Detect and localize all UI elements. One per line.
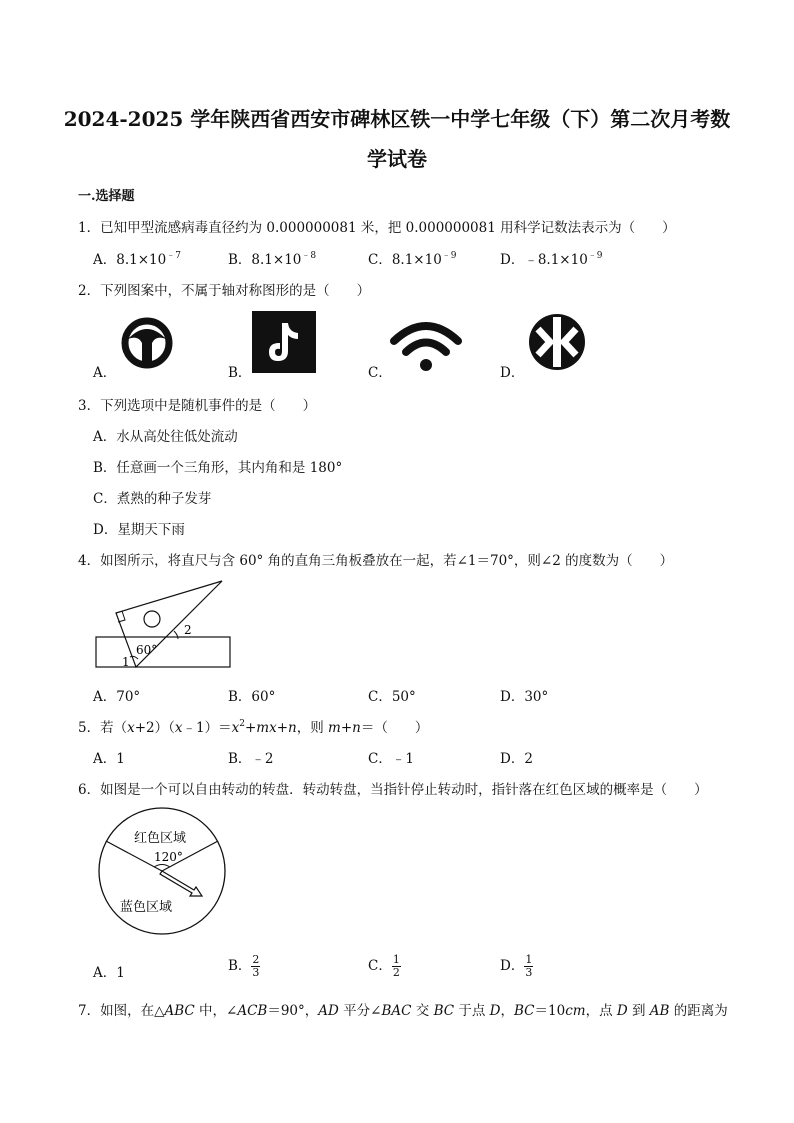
question-3-option-a: A．水从高处往低处流动 [93, 429, 238, 445]
question-2-option-b: B． [228, 365, 252, 381]
question-1-option-c: C．$8.1\times 10^{﹣9}$ [368, 251, 457, 268]
exam-title-line1: 2024-2025 学年陕西省西安市碑林区铁一中学七年级（下）第二次月考数 [63, 107, 731, 131]
question-4-option-a: A．70° [93, 689, 141, 705]
question-2-option-c: C． [368, 365, 392, 381]
question-5-stem: 5．若$(x+2)(x﹣1)=x^2+mx+n$，则 m+n＝（ ） [78, 719, 429, 736]
question-3-option-b: B．任意画一个三角形，其内角和是 180° [93, 460, 343, 476]
question-1-stem: 1．已知甲型流感病毒直径约为 0.000000081 米，把 0.000000081 用科学记数法表示为（ ） [78, 220, 676, 236]
question-5-option-c: C．﹣1 [368, 751, 414, 767]
metro-logo-icon [526, 313, 588, 371]
question-2-stem: 2．下列图案中，不属于轴对称图形的是（ ） [78, 283, 371, 299]
tiktok-logo-icon [252, 311, 316, 373]
figure-angle-60-label: 60° [136, 643, 158, 657]
question-6-option-b: B． $\frac{2}{3}$ [228, 953, 260, 979]
question-6-option-d: D． $\frac{1}{3}$ [500, 953, 533, 979]
figure-angle-1-label: 1 [122, 655, 130, 669]
ruler-triangle-figure [92, 575, 236, 675]
question-1-option-a: A．$8.1\times 10^{﹣7}$ [93, 251, 181, 268]
question-4-stem: 4．如图所示，将直尺与含 60° 角的直角三角板叠放在一起，若∠1＝70°，则∠2 的度数为（ ） [78, 553, 674, 569]
question-3-option-d: D．星期天下雨 [93, 522, 185, 538]
red-region-label: 红色区域 [134, 831, 187, 846]
question-4-option-c: C．50° [368, 689, 416, 705]
question-1-option-d: D．$﹣8.1\times 10^{﹣9}$ [500, 251, 603, 268]
question-4-option-d: D．30° [500, 689, 549, 705]
question-7-stem: 7．如图，在△ABC 中，∠ACB＝90°，AD 平分∠BAC 交 BC 于点 D，BC＝10cm，点 D 到 AB 的距离为 [78, 1003, 728, 1019]
railway-logo-icon [116, 315, 182, 373]
exam-title-line2: 学试卷 [367, 147, 427, 171]
question-5-option-b: B．﹣2 [228, 751, 274, 767]
spinner-wheel-figure [96, 804, 230, 938]
section-heading: 一.选择题 [78, 189, 135, 204]
figure-angle-2-label: 2 [184, 623, 192, 637]
angle-120-label: 120° [154, 850, 183, 864]
question-6-option-c: C． $\frac{1}{2}$ [368, 953, 400, 979]
wifi-icon [390, 317, 462, 375]
question-3-option-c: C．煮熟的种子发芽 [93, 491, 212, 507]
question-1-option-b: B．$8.1\times 10^{﹣8}$ [228, 251, 317, 268]
question-3-stem: 3．下列选项中是随机事件的是（ ） [78, 398, 317, 414]
blue-region-label: 蓝色区域 [120, 900, 173, 915]
question-5-option-d: D．2 [500, 751, 533, 767]
question-6-stem: 6．如图是一个可以自由转动的转盘．转动转盘，当指针停止转动时，指针落在红色区域的概率是（ ） [78, 782, 708, 798]
question-2-option-a: A． [93, 365, 117, 381]
question-4-option-b: B．60° [228, 689, 276, 705]
question-5-option-a: A．1 [93, 751, 125, 767]
question-2-option-d: D． [500, 365, 525, 381]
question-6-option-a: A．1 [93, 965, 125, 981]
